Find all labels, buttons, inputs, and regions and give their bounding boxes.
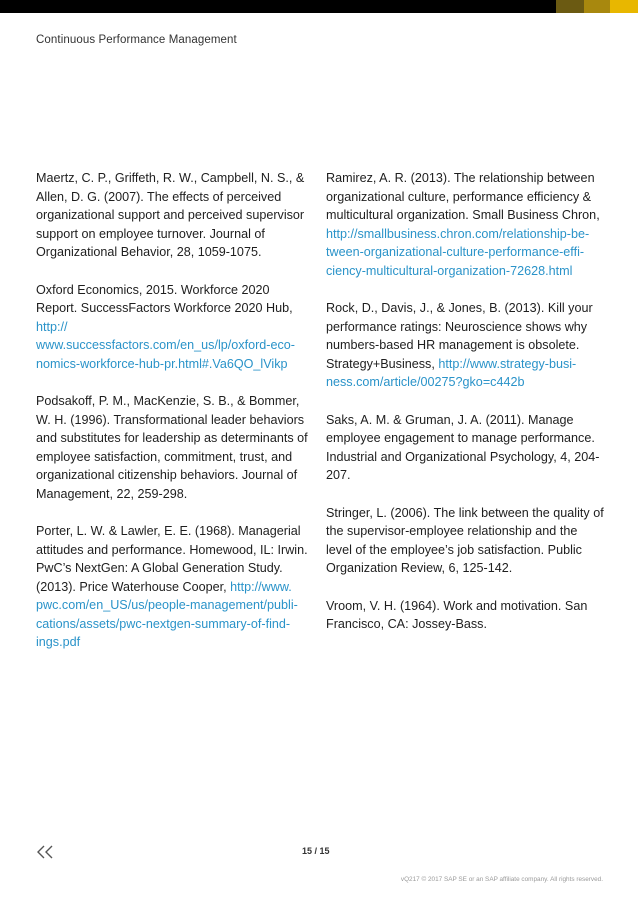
reference-stringer [326,504,606,578]
reference-text: Oxford Economics, 2015. Workforce 2020 Report. SuccessFactors Workforce 2020 Hub, [36,282,293,315]
reference-link[interactable]: http://www.strategy-busi- [438,356,577,371]
reference-text: Stringer, L. (2006). The link between the quality of the supervisor-employee relationship and the level of the employee’s job satisfaction. Public Organization Review, 6, 125-142. [326,505,604,575]
reference-text: Podsakoff, P. M., MacKenzie, S. B., & Bommer, W. H. (1996). Transformational leader behaviors and substitutes for leadership as determinants of employee satisfaction, commitment, trust, and organizational citizenship behaviors. Journal of Management, 22, 259-298. [36,394,308,501]
reference-link[interactable]: pwc.com/en_US/us/people-management/publi- [36,598,298,612]
reference-text: Vroom, V. H. (1964). Work and motivation. San Francisco, CA: Jossey-Bass. [326,598,588,631]
reference-podsakoff [36,392,314,503]
reference-link[interactable]: http:// [36,319,68,334]
top-brand-bar [0,0,638,13]
reference-text: Rock, D., Davis, J., & Jones, B. (2013). Kill your performance ratings: Neuroscience shows why numbers-based HR management is obsolete. Strategy+Business, [326,301,593,371]
reference-link[interactable]: nomics-workforce-hub-pr.html#.Va6QO_lVikp [36,356,288,371]
reference-link[interactable]: ings.pdf [36,635,81,649]
references-right-column [326,169,606,653]
reference-saks [326,411,606,485]
reference-porter [36,522,314,652]
reference-oxford-economics [36,281,314,374]
reference-link[interactable]: cations/assets/pwc-nextgen-summary-of-find- [36,616,291,631]
brand-segment-1 [556,0,584,13]
reference-maertz [36,169,314,262]
reference-text: Saks, A. M. & Gruman, J. A. (2011). Manage employee engagement to manage performance. Industrial and Organizational Psychology, 4, 204-207. [326,412,600,482]
reference-text: Porter, L. W. & Lawler, E. E. (1968). Managerial attitudes and performance. Homewood, IL: Irwin. PwC’s NextGen: A Global Generation Study. (2013). Price Waterhouse Cooper, [36,524,308,594]
double-chevron-left-icon[interactable] [36,845,54,859]
reference-link[interactable]: ciency-multicultural-organization-72628.html [326,263,573,278]
reference-link[interactable]: http://www. [230,579,292,594]
brand-segment-2 [584,0,610,13]
reference-vroom [326,597,606,634]
copyright-notice: vQ217 © 2017 SAP SE or an SAP affiliate company. All rights reserved. [400,876,603,883]
reference-link[interactable]: www.successfactors.com/en_us/lp/oxford-eco- [36,338,295,352]
document-title: Continuous Performance Management [36,34,237,46]
reference-text: Maertz, C. P., Griffeth, R. W., Campbell, N. S., & Allen, D. G. (2007). The effects of perceived organizational support and perceived supervisor support on employee turnover. Journal of Organizational Behavior, 28, 1059-1075. [36,171,305,259]
brand-segment-3 [610,0,638,13]
reference-link[interactable]: tween-organizational-culture-performance-effi- [326,245,585,259]
reference-text: Ramirez, A. R. (2013). The relationship between organizational culture, performance efficiency & multicultural organization. Small Business Chron, [326,171,600,222]
reference-rock [326,299,606,392]
reference-ramirez [326,169,606,280]
page-number: 15 / 15 [302,846,330,856]
references-left-column [36,169,314,671]
reference-link[interactable]: http://smallbusiness.chron.com/relationship-be- [326,226,590,241]
reference-link[interactable]: ness.com/article/00275?gko=c442b [326,375,525,389]
